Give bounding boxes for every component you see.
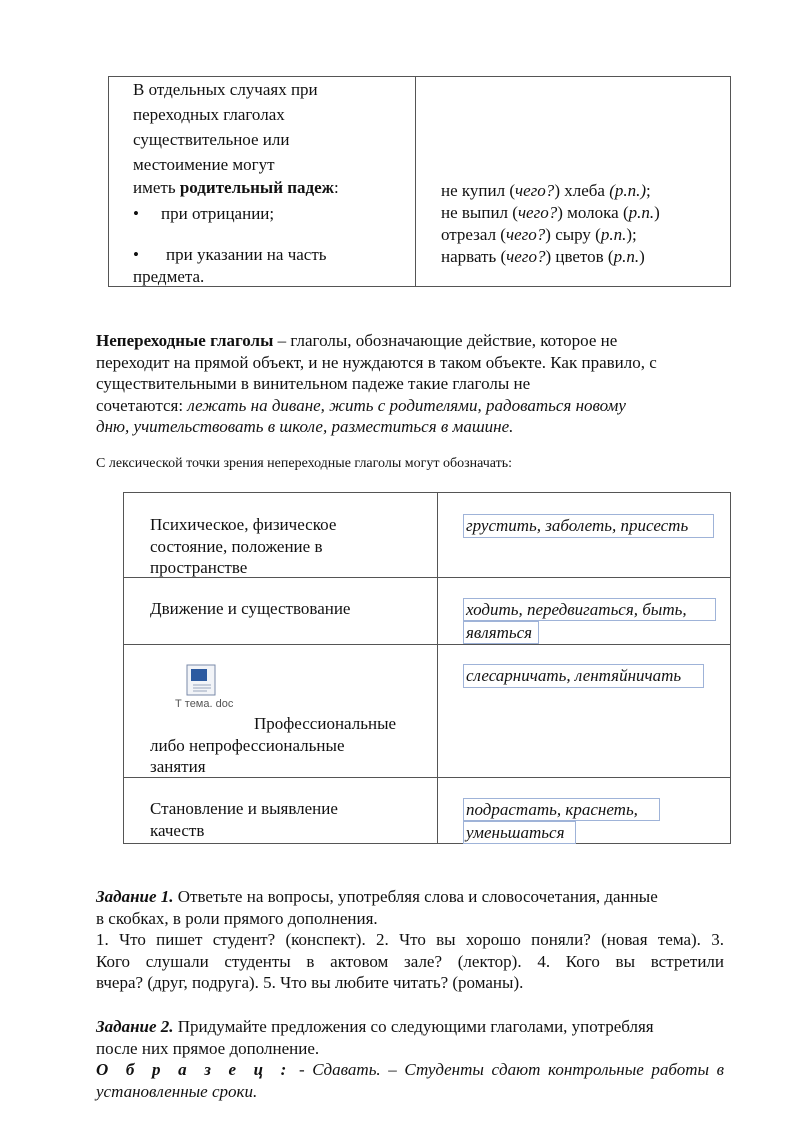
bullet-icon: • — [133, 245, 139, 264]
task-2: Задание 2. Придумайте предложения со следующими глаголами, употребляя после них прямое дополнение. О б р а з е ц : - Сдавать. – Студенты сдают контрольные работы в установленные сроки. — [96, 1017, 724, 1101]
table-divider — [415, 77, 416, 286]
text-line: переходных глаголах — [133, 105, 285, 124]
row-divider — [123, 644, 731, 645]
term: Непереходные глаголы — [96, 331, 274, 350]
example-line: не купил (чего?) хлеба (р.п.); — [441, 181, 651, 200]
example-box: подрастать, краснеть, — [463, 798, 660, 821]
text-line: иметь родительный падеж: — [133, 178, 339, 197]
example-line: не выпил (чего?) молока (р.п.) — [441, 203, 660, 222]
word-document-icon[interactable] — [183, 664, 219, 696]
task-label: Задание 1. — [96, 887, 174, 906]
example-box: грустить, заболеть, присесть — [463, 514, 714, 538]
example-line: отрезал (чего?) сыру (р.п.); — [441, 225, 637, 244]
icon-caption: Т тема. doc — [175, 698, 234, 710]
table-row-2-label: Движение и существование — [150, 599, 351, 618]
table1-right-cell — [441, 180, 660, 268]
table-row-1-label: Психическое, физическое состояние, положение в пространстве — [150, 515, 337, 577]
lexical-intro: С лексической точки зрения непереходные глаголы могут обозначать: — [96, 456, 513, 471]
sample-label: О б р а з е ц : — [96, 1060, 292, 1079]
table-divider — [437, 492, 438, 844]
example-box: слесарничать, лентяйничать — [463, 664, 704, 688]
task-1: Задание 1. Ответьте на вопросы, употребляя слова и словосочетания, данные в скобках, в роли прямого дополнения. 1. Что пишет студент? (конспект). 2. Что вы хорошо поняли? (новая тема). 3. Кого слушали студенты в актовом зале? (лектор). 4. Кого вы встретили вчера? (друг, подруга). 5. Что вы любите читать? (романы). — [96, 887, 724, 992]
example-box: ходить, передвигаться, быть, — [463, 598, 716, 621]
intransitive-paragraph: Непереходные глаголы – глаголы, обозначающие действие, которое не переходит на прямой объект, и не нуждаются в таком объекте. Как правило, с существительными в винительном падеже такие глаголы не сочетаются: лежать на диване, жить с родителями, радоваться новому дню, учительствовать в школе, разместиться в машине. — [96, 331, 657, 436]
example-box: уменьшаться — [463, 821, 576, 844]
table-row-4-label: Становление и выявление качеств — [150, 799, 338, 840]
example-box: являться — [463, 621, 539, 644]
text-line: местоимение могут — [133, 155, 275, 174]
bullet-item: • при отрицании; — [133, 201, 274, 226]
bullet-icon: • — [133, 204, 139, 223]
text-line: В отдельных случаях при — [133, 80, 318, 99]
example-line: нарвать (чего?) цветов (р.п.) — [441, 247, 645, 266]
bullet-item: • при указании на часть предмета. — [133, 245, 327, 286]
table-row-3-label: Профессиональные либо непрофессиональные занятия — [150, 714, 397, 776]
task-label: Задание 2. — [96, 1017, 174, 1036]
text-line: предмета. — [133, 267, 205, 286]
table1-left-cell — [133, 77, 403, 199]
text-line: существительное или — [133, 130, 290, 149]
